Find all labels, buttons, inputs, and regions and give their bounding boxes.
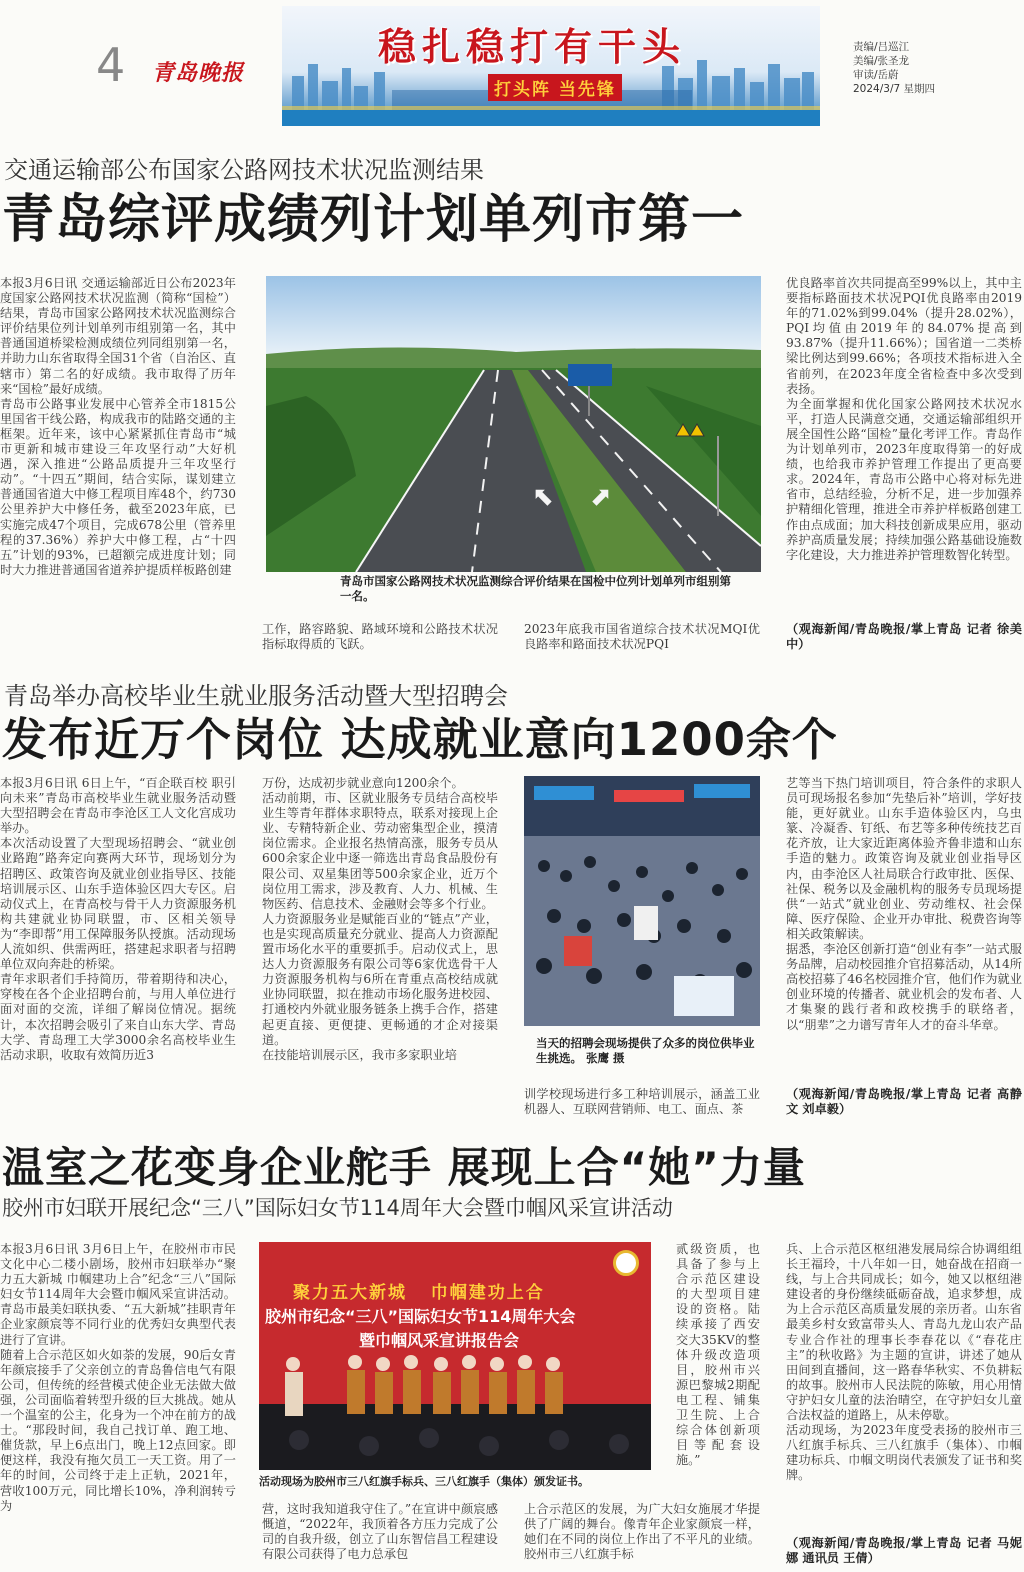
stage-emblem-icon xyxy=(613,1250,639,1276)
article2-column-2: 万份，达成初步就业意向1200余个。 活动前期，市、区就业服务专员结合高校毕业生等青年群体求职特点，联系对接现上企业、专精特新企业、劳动密集型企业，摸清岗位需求。企业报名热情高涨，服务专员从600余家企业中逐一筛选出青岛食品股份有限公司、双星集团等500余家企业，近万个岗位用工需求，涉及教育、人力、机械、生物医药、信息技术、金融财会等多个行业。 人力资源服务业是赋能百业的“链点”产业，也是实现高质量充分就业、提高人力资源配置市场化水平的重要抓手。启动仪式上，思达人力资源服务有限公司等6家优选骨干人力资源服务机构与6所在青重点高校结成就业协同联盟，拟在推动市场化服务进校园、打通校内外就业服务链条上携手合作，搭建起更直接、更便捷、更畅通的才企对接渠道。 在技能培训展示区，我市多家职业培 xyxy=(262,776,498,1062)
article1-byline: （观海新闻/青岛晚报/掌上青岛 记者 徐美中） xyxy=(786,622,1022,652)
road-arrow-left-icon: ⬉ xyxy=(532,482,554,512)
article2-kicker: 青岛举办高校毕业生就业服务活动暨大型招聘会 xyxy=(4,682,508,710)
issue-date: 2024/3/7 星期四 xyxy=(853,83,935,95)
article2-column-4: 艺等当下热门培训项目，符合条件的求职人员可现场报名参加“先垫后补”培训，学好技能，更好就业。山东手造体验区内，乌虫篆、冷凝香、钉纸、布艺等多种传统技艺百花齐放，让大家近距离体验齐鲁非遗和山东手造的魅力。政策咨询及就业创业指导区内，由李沧区人社局联合行政审批、医保、社保、税务以及金融机构的服务专员现场提供“一站式”就业创业、劳动维权、社会保障、医疗保险、企业开办审批、税费咨询等相关政策解读。 据悉，李沧区创新打造“创业有李”一站式服务品牌，启动校园推介官招募活动，从14所高校招募了46名校园推介官，他们作为就业创业环境的传播者、就业机会的发布者、人才集聚的践行者和政校携手的联络者，以“朋辈”之力谱写青年人才的奋斗华章。 xyxy=(786,776,1022,1032)
banner-title: 稳扎稳打有干头 xyxy=(378,24,687,69)
article1-below-photo-right: 2023年底我市国省道综合技术状况MQI优良路率和路面技术状况PQI xyxy=(524,622,760,652)
article1-column-1: 本报3月6日讯 交通运输部近日公布2023年度国家公路网技术状况监测（简称“国检”）结果，青岛市国家公路网技术状况监测综合评价结果位列计划单列市组别第一名，其中普通国道桥梁检测成绩位列同组别第一名，并助力山东省取得全国31个省（自治区、直辖市）第二名的好成绩。我市取得了历年来“国检”最好成绩。 青岛市公路事业发展中心管养全市1815公里国省干线公路，构成我市的陆路交通的主框架。近年来，该中心紧紧抓住青岛市“城市更新和城市建设三年攻坚行动”大好机遇，深入推进“公路品质提升三年攻坚行动”。“十四五”期间，结合实际，谋划建立普通国省道大中修工程项目库48个，约730公里养护大中修任务，截至2023年底，已实施完成47个项目，完成678公里（管养里程的37.36%）养护大中修工程，占“十四五”计划的93%，已超额完成进度计划；同时大力推进普通国省道养护提质样板路创建 xyxy=(0,276,236,577)
article1-kicker: 交通运输部公布国家公路网技术状况监测结果 xyxy=(4,156,484,184)
banner-slogan: 打头阵 当先锋 xyxy=(488,74,622,101)
article3-byline: （观海新闻/青岛晚报/掌上青岛 记者 马妮娜 通讯员 王倩） xyxy=(786,1536,1022,1566)
article1-column-4: 优良路率首次共同提高至99%以上，其中主要指标路面技术状况PQI优良路率由2019年的71.02%到99.04%（提升28.02%），PQI均值由2019年的84.07%提高到93.87%（提升11.66%）；国省道一二类桥梁比例达到99.66%；各项技术指标进入全省前列，在2023年度全省检查中多次受到表扬。 为全面掌握和优化国家公路网技术状况水平，打造人民满意交通，交通运输部组织开展全国性公路“国检”量化考评工作。青岛作为计划单列市，2023年度取得第一的好成绩，也给我市养护管理工作提出了更高要求。2024年，青岛市公路中心将对标先进省市，总结经验，分析不足，进一步加强养护精细化管理，推进全市养护样板路创建工作由点成面；加大科技创新成果应用，驱动养护高质量发展；持续加强公路基础设施数字化建设，大力推进养护管理数智化转型。 xyxy=(786,276,1022,562)
article3-headline: 温室之花变身企业舵手 展现上合“她”力量 xyxy=(2,1143,806,1192)
article2-column-1: 本报3月6日讯 6日上午，“百企联百校 职引向未来”青岛市高校毕业生就业服务活动暨大型招聘会在青岛市李沧区工人文化宫成功举办。 本次活动设置了大型现场招聘会、“就业创业路跑”路奔定向赛两大环节，现场划分为招聘区、政策咨询及就业创业指导区、技能培训展示区、山东手造体验区四大专区。启动仪式上，在青高校与骨干人力资源服务机构共建就业协同联盟，市、区相关领导为“李即帮”用工保障服务队授旗。活动现场人流如织、供需两旺，搭建起求职者与招聘单位双向奔赴的桥梁。 青年求职者们手持简历，带着期待和决心，穿梭在各个企业招聘台前，与用人单位进行面对面的交流，详细了解岗位情况。据统计，本次招聘会吸引了来自山东大学、青岛大学、青岛理工大学3000余名高校毕业生活动求职，收取有效简历近3 xyxy=(0,776,236,1062)
article3-photo xyxy=(259,1242,651,1470)
article2-headline: 发布近万个岗位 达成就业意向1200余个 xyxy=(2,713,838,766)
article1-below-photo-left: 工作，路容路貌、路域环境和公路技术状况指标取得质的飞跃。 xyxy=(262,622,498,652)
stage-banner-line-2: 胶州市纪念“三八”国际妇女节114周年大会 xyxy=(265,1307,576,1326)
highway-photo xyxy=(266,276,761,572)
road-arrow-right-icon: ⬈ xyxy=(590,482,612,512)
article2-below-photo: 训学校现场进行多工种培训展示，涵盖工业机器人、互联网营销师、电工、面点、茶 xyxy=(524,1087,760,1117)
job-fair-crowd-photo xyxy=(524,776,760,1026)
article1-headline: 青岛综评成绩列计划单列市第一 xyxy=(2,190,745,250)
article1-photo-caption: 青岛市国家公路网技术状况监测综合评价结果在国检中位列计划单列市组别第一名。 xyxy=(340,574,731,603)
article3-column-4: 兵、上合示范区枢纽港发展局综合协调组组长王福玲，十八年如一日，她奋战在招商一线，与上合共同成长；如今，她又以枢纽港建设者的身份继续砥砺奋战，追求梦想，成为上合示范区高质量发展的亲历者。山东省最美乡村女致富带头人、青岛九龙山农产品专业合作社的理事长李春花以《“春花庄主”的秋收路》为主题的宣讲，讲述了她从田间到直播间，这一路春华秋实、不负耕耘的故事。胶州市人民法院的陈敏，用心用情守护妇女儿童的法治晴空，在守护妇女儿童合法权益的道路上，从未停歇。 活动现场，为2023年度受表扬的胶州市三八红旗手标兵、三八红旗手（集体）、巾帼建功标兵、巾帼文明岗代表颁发了证书和奖牌。 xyxy=(786,1242,1022,1483)
article3-below-photo-left: 营，这时我知道我守住了。”在宣讲中颜宸感慨道，“2022年，我顶着各方压力完成了公司的自我升级，创立了山东智信昌工程建设有限公司获得了电力总承包 xyxy=(262,1502,498,1562)
page-number: 4 xyxy=(96,38,126,92)
article3-subhead: 胶州市妇联开展纪念“三八”国际妇女节114周年大会暨巾帼风采宣讲活动 xyxy=(2,1196,673,1220)
banner-image xyxy=(282,6,820,126)
award-stage-people xyxy=(259,1350,651,1470)
stage-banner-line-3: 暨巾帼风采宣讲报告会 xyxy=(359,1331,520,1350)
article1-photo xyxy=(266,276,761,572)
paper-logo: 青岛晚报 xyxy=(152,60,245,86)
article3-photo-caption: 活动现场为胶州市三八红旗手标兵、三八红旗手（集体）颁发证书。 xyxy=(259,1475,589,1488)
proofreader: 审读/岳蔚 xyxy=(853,69,899,81)
article3-column-3: 贰级资质，也具备了参与上合示范区建设的大型项目建设的资格。陆续承接了西安交大35KV的整体升级改造项目，胶州市兴源巴黎城2期配电工程、铺集卫生院、上合综合体创新项目等配套设施。” xyxy=(676,1242,760,1468)
masthead xyxy=(0,0,1024,130)
editor-credits xyxy=(853,40,1013,96)
stage-banner-line-1: 聚力五大新城 巾帼建功上合 xyxy=(293,1283,545,1303)
editor: 责编/吕巡江 xyxy=(853,41,910,53)
article3-below-photo-right: 上合示范区的发展，为广大妇女施展才华提供了广阔的舞台。像青年企业家颜宸一样，她们在不同的岗位上作出了不平凡的业绩。胶州市三八红旗手标 xyxy=(524,1502,760,1562)
article2-photo xyxy=(524,776,760,1026)
article3-column-1: 本报3月6日讯 3月6日上午，在胶州市市民文化中心二楼小剧场，胶州市妇联举办“聚力五大新城 巾帼建功上合”纪念“三八”国际妇女节114周年大会暨巾帼风采宣讲活动。青岛市最美妇联执委、“五大新城”挂职青年企业家颜宸等不同行业的优秀妇女典型代表进行了宣讲。 随着上合示范区如火如荼的发展，90后女青年颜宸接手了父亲创立的青岛鲁信电气有限公司，但传统的经营模式使企业无法做大做强，公司面临着转型升级的巨大挑战。她从一个温室的公主，化身为一个冲在前方的战士。“那段时间，我自己找订单、跑工地、催货款，早上6点出门，晚上12点回家。即便这样，我没有拖欠员工一天工资。用了一年的时间，公司终于走上正轨，2021年，营收100万元，同比增长10%，净利润转亏为 xyxy=(0,1242,236,1513)
article2-photo-caption: 当天的招聘会现场提供了众多的岗位供毕业生挑选。 张鹰 摄 xyxy=(536,1036,755,1065)
article2-byline: （观海新闻/青岛晚报/掌上青岛 记者 高静文 刘卓毅） xyxy=(786,1087,1022,1117)
art-editor: 美编/张圣龙 xyxy=(853,55,910,67)
